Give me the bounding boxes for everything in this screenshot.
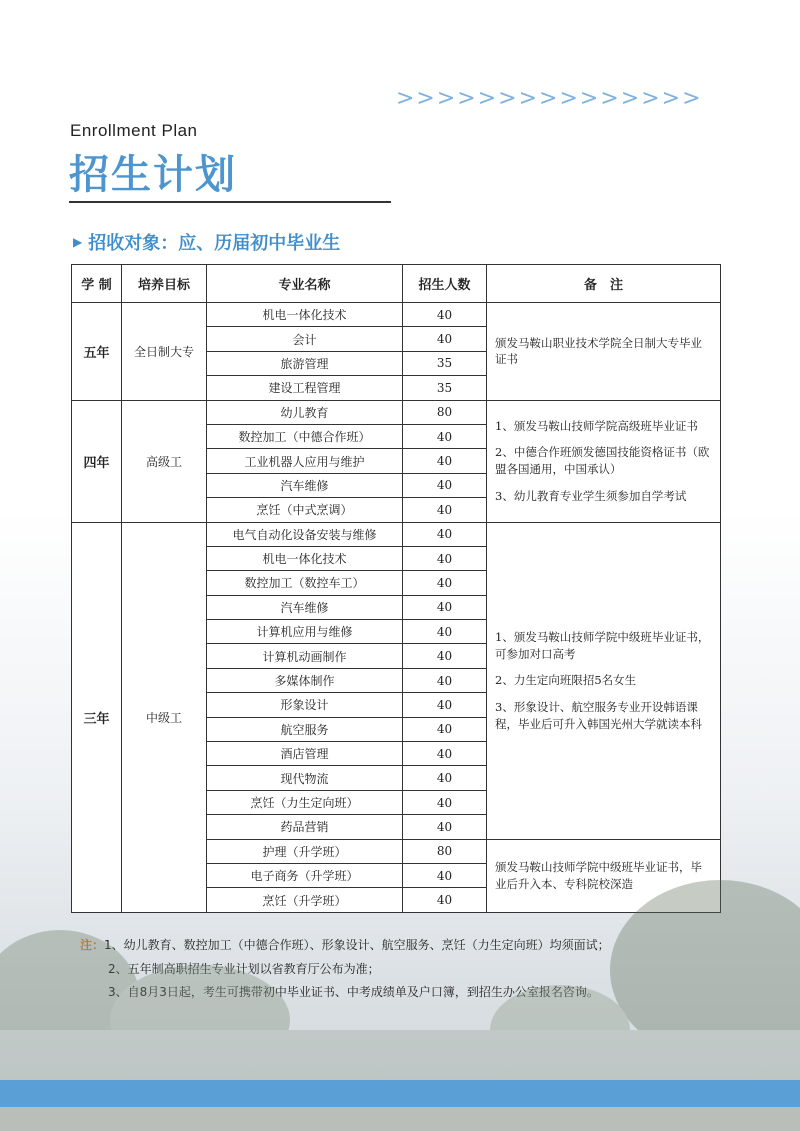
header-mubiao: 培养目标 — [122, 265, 207, 303]
enrollment-count-cell: 40 — [403, 644, 487, 668]
major-name-cell: 数控加工（数控车工） — [207, 571, 403, 595]
bottom-accent-bar — [0, 1080, 800, 1107]
decorative-arrows: >>>>>>>>>>>>>>> — [396, 86, 703, 111]
footnote-label: 注： — [80, 938, 105, 952]
enrollment-count-cell: 80 — [403, 400, 487, 424]
mubiao-cell: 全日制大专 — [122, 303, 207, 401]
note-line: 3、形象设计、航空服务专业开设韩语课程，毕业后可升入韩国光州大学就读本科 — [495, 699, 702, 731]
note-line: 1、颁发马鞍山技师学院高级班毕业证书 — [495, 418, 698, 433]
major-name-cell: 汽车维修 — [207, 473, 403, 497]
xuezhi-cell: 四年 — [72, 400, 122, 522]
notes-cell — [487, 303, 721, 401]
enrollment-count-cell: 40 — [403, 742, 487, 766]
enrollment-count-cell: 40 — [403, 668, 487, 692]
bottom-ground-band — [0, 1107, 800, 1131]
note-line: 1、颁发马鞍山技师学院中级班毕业证书，可参加对口高考 — [495, 629, 710, 661]
enrollment-count-cell: 40 — [403, 863, 487, 887]
note-line: 2、中德合作班颁发德国技能资格证书（欧盟各国通用，中国承认） — [495, 445, 710, 477]
enrollment-count-cell: 40 — [403, 327, 487, 351]
major-name-cell: 计算机应用与维修 — [207, 620, 403, 644]
enrollment-count-cell: 40 — [403, 449, 487, 473]
enrollment-count-cell: 40 — [403, 571, 487, 595]
footnote-line-1 — [80, 934, 610, 958]
enrollment-count-cell: 35 — [403, 351, 487, 375]
major-name-cell: 航空服务 — [207, 717, 403, 741]
major-name-cell: 机电一体化技术 — [207, 546, 403, 570]
footnotes — [80, 934, 610, 1005]
page-title-english: Enrollment Plan — [70, 121, 198, 140]
section-subheading — [73, 229, 340, 255]
enrollment-count-cell: 40 — [403, 693, 487, 717]
enrollment-count-cell: 40 — [403, 424, 487, 448]
footnote-line-2: 2、五年制高职招生专业计划以省教育厅公布为准； — [108, 961, 380, 976]
table-header-row — [72, 265, 721, 303]
major-name-cell: 汽车维修 — [207, 595, 403, 619]
table-row — [72, 400, 721, 424]
header-notes: 备 注 — [487, 265, 721, 303]
header-count: 招生人数 — [403, 265, 487, 303]
major-name-cell: 会计 — [207, 327, 403, 351]
major-name-cell: 幼儿教育 — [207, 400, 403, 424]
note-line: 2、力生定向班限招5名女生 — [495, 673, 637, 688]
major-name-cell: 数控加工（中德合作班） — [207, 424, 403, 448]
xuezhi-cell: 五年 — [72, 303, 122, 401]
notes-cell — [487, 522, 721, 839]
footnote-line-3: 3、自8月3日起，考生可携带初中毕业证书、中考成绩单及户口簿，到招生办公室报名咨询。 — [108, 985, 599, 999]
enrollment-count-cell: 40 — [403, 546, 487, 570]
notes-cell — [487, 839, 721, 912]
major-name-cell: 电气自动化设备安装与维修 — [207, 522, 403, 546]
major-name-cell: 酒店管理 — [207, 742, 403, 766]
table-row — [72, 303, 721, 327]
enrollment-table — [71, 264, 721, 913]
major-name-cell: 烹饪（力生定向班） — [207, 790, 403, 814]
enrollment-count-cell: 40 — [403, 620, 487, 644]
enrollment-count-cell: 40 — [403, 717, 487, 741]
major-name-cell: 护理（升学班） — [207, 839, 403, 863]
note-line: 3、幼儿教育专业学生须参加自学考试 — [495, 488, 687, 503]
table-body — [72, 303, 721, 913]
major-name-cell: 烹饪（中式烹调） — [207, 498, 403, 522]
header-major: 专业名称 — [207, 265, 403, 303]
enrollment-count-cell: 80 — [403, 839, 487, 863]
footnote-text-1: 1、幼儿教育、数控加工（中德合作班）、形象设计、航空服务、烹饪（力生定向班）均须面试； — [104, 938, 610, 952]
major-name-cell: 机电一体化技术 — [207, 303, 403, 327]
major-name-cell: 形象设计 — [207, 693, 403, 717]
major-name-cell: 计算机动画制作 — [207, 644, 403, 668]
enrollment-count-cell: 40 — [403, 790, 487, 814]
major-name-cell: 烹饪（升学班） — [207, 888, 403, 912]
enrollment-count-cell: 40 — [403, 888, 487, 912]
table-row — [72, 522, 721, 546]
major-name-cell: 旅游管理 — [207, 351, 403, 375]
enrollment-count-cell: 40 — [403, 303, 487, 327]
notes-cell — [487, 400, 721, 522]
major-name-cell: 多媒体制作 — [207, 668, 403, 692]
header-xuezhi: 学 制 — [72, 265, 122, 303]
enrollment-count-cell: 40 — [403, 595, 487, 619]
mubiao-cell: 高级工 — [122, 400, 207, 522]
enrollment-count-cell: 40 — [403, 815, 487, 839]
title-divider — [69, 201, 391, 203]
major-name-cell: 电子商务（升学班） — [207, 863, 403, 887]
major-name-cell: 建设工程管理 — [207, 376, 403, 400]
enrollment-count-cell: 35 — [403, 376, 487, 400]
enrollment-count-cell: 40 — [403, 766, 487, 790]
mubiao-cell: 中级工 — [122, 522, 207, 912]
triangle-bullet-icon: ▶ — [73, 235, 83, 249]
subheading-text: 招收对象：应、历届初中毕业生 — [88, 233, 341, 254]
enrollment-count-cell: 40 — [403, 473, 487, 497]
enrollment-count-cell: 40 — [403, 522, 487, 546]
note-line: 颁发马鞍山职业技术学院全日制大专毕业证书 — [495, 335, 702, 367]
page-title-chinese: 招生计划 — [69, 152, 237, 198]
major-name-cell: 药品营销 — [207, 815, 403, 839]
major-name-cell: 工业机器人应用与维护 — [207, 449, 403, 473]
xuezhi-cell: 三年 — [72, 522, 122, 912]
major-name-cell: 现代物流 — [207, 766, 403, 790]
note-line: 颁发马鞍山技师学院中级班毕业证书，毕业后升入本、专科院校深造 — [495, 860, 702, 891]
enrollment-count-cell: 40 — [403, 498, 487, 522]
